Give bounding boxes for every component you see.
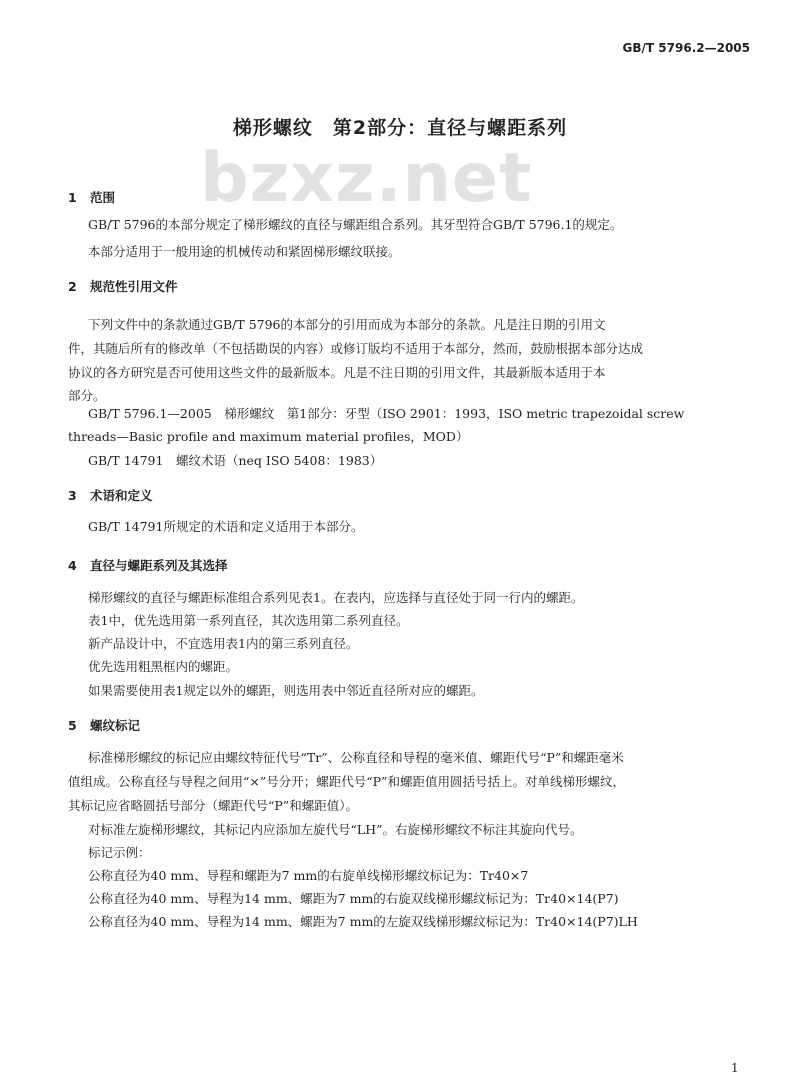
text-line: 对标准左旋梯形螺纹，其标记内应添加左旋代号“LH”。右旋梯形螺纹不标注其旋向代号。: [88, 822, 583, 837]
text-line: GB/T 14791所规定的术语和定义适用于本部分。: [88, 519, 364, 534]
text-line: 梯形螺纹的直径与螺距标准组合系列见表1。在表内，应选择与直径处于同一行内的螺距。: [88, 590, 584, 605]
section-title: 术语和定义: [90, 488, 153, 503]
section-title: 直径与螺距系列及其选择: [90, 558, 228, 573]
text-line: 标记示例：: [88, 845, 151, 860]
text-line: 表1中，优先选用第一系列直径，其次选用第二系列直径。: [88, 613, 409, 628]
page-number: 1: [731, 1061, 739, 1075]
text-line: 新产品设计中，不宜选用表1内的第三系列直径。: [88, 636, 359, 651]
text-line: 件，其随后所有的修改单（不包括勘误的内容）或修订版均不适用于本部分，然而，鼓励根据本部分达成: [68, 341, 644, 356]
reference-line: GB/T 5796.1—2005 梯形螺纹 第1部分：牙型（ISO 2901：1993，ISO metric trapezoidal screw: [88, 406, 685, 421]
text-line: 标准梯形螺纹的标记应由螺纹特征代号“Tr”、公称直径和导程的毫米值、螺距代号“P”和螺距毫米: [88, 750, 624, 765]
standard-number: GB/T 5796.2—2005: [622, 41, 750, 55]
text-line: 优先选用粗黑框内的螺距。: [88, 659, 239, 674]
section-heading-5: [68, 718, 140, 734]
text-line: 如果需要使用表1规定以外的螺距，则选用表中邻近直径所对应的螺距。: [88, 683, 484, 698]
page-title: 梯形螺纹 第2部分：直径与螺距系列: [232, 117, 568, 139]
reference-line: GB/T 14791 螺纹术语（neq ISO 5408：1983）: [88, 453, 383, 468]
section-heading-4: [68, 558, 228, 574]
text-line: 下列文件中的条款通过GB/T 5796的本部分的引用而成为本部分的条款。凡是注日期的引用文: [88, 317, 606, 332]
example-line: 公称直径为40 mm、导程为14 mm、螺距为7 mm的左旋双线梯形螺纹标记为：Tr40×14(P7)LH: [88, 914, 638, 929]
watermark: bzxz.net: [200, 139, 533, 218]
text-line: 值组成。公称直径与导程之间用“×”号分开；螺距代号“P”和螺距值用圆括号括上。对单线梯形螺纹，: [68, 774, 625, 789]
reference-line: threads—Basic profile and maximum material profiles，MOD）: [68, 429, 469, 444]
section-heading-3: [68, 488, 153, 504]
section-heading-1: [68, 190, 115, 206]
section-number: 4: [68, 558, 77, 573]
text-line: 部分。: [68, 388, 106, 403]
example-line: 公称直径为40 mm、导程为14 mm、螺距为7 mm的右旋双线梯形螺纹标记为：Tr40×14(P7): [88, 891, 619, 906]
section-title: 范围: [90, 190, 116, 205]
section-number: 5: [68, 718, 77, 733]
text-line: GB/T 5796的本部分规定了梯形螺纹的直径与螺距组合系列。其牙型符合GB/T 5796.1的规定。: [88, 217, 623, 232]
section-number: 3: [68, 488, 77, 503]
section-number: 2: [68, 279, 77, 294]
section-heading-2: [68, 279, 178, 295]
text-line: 协议的各方研究是否可使用这些文件的最新版本。凡是不注日期的引用文件，其最新版本适用于本: [68, 365, 606, 380]
section-number: 1: [68, 190, 77, 205]
text-line: 其标记应省略圆括号部分（螺距代号“P”和螺距值）。: [68, 798, 358, 813]
section-title: 规范性引用文件: [90, 279, 178, 294]
section-title: 螺纹标记: [90, 718, 141, 733]
text-line: 本部分适用于一般用途的机械传动和紧固梯形螺纹联接。: [88, 244, 401, 259]
example-line: 公称直径为40 mm、导程和螺距为7 mm的右旋单线梯形螺纹标记为：Tr40×7: [88, 868, 529, 883]
